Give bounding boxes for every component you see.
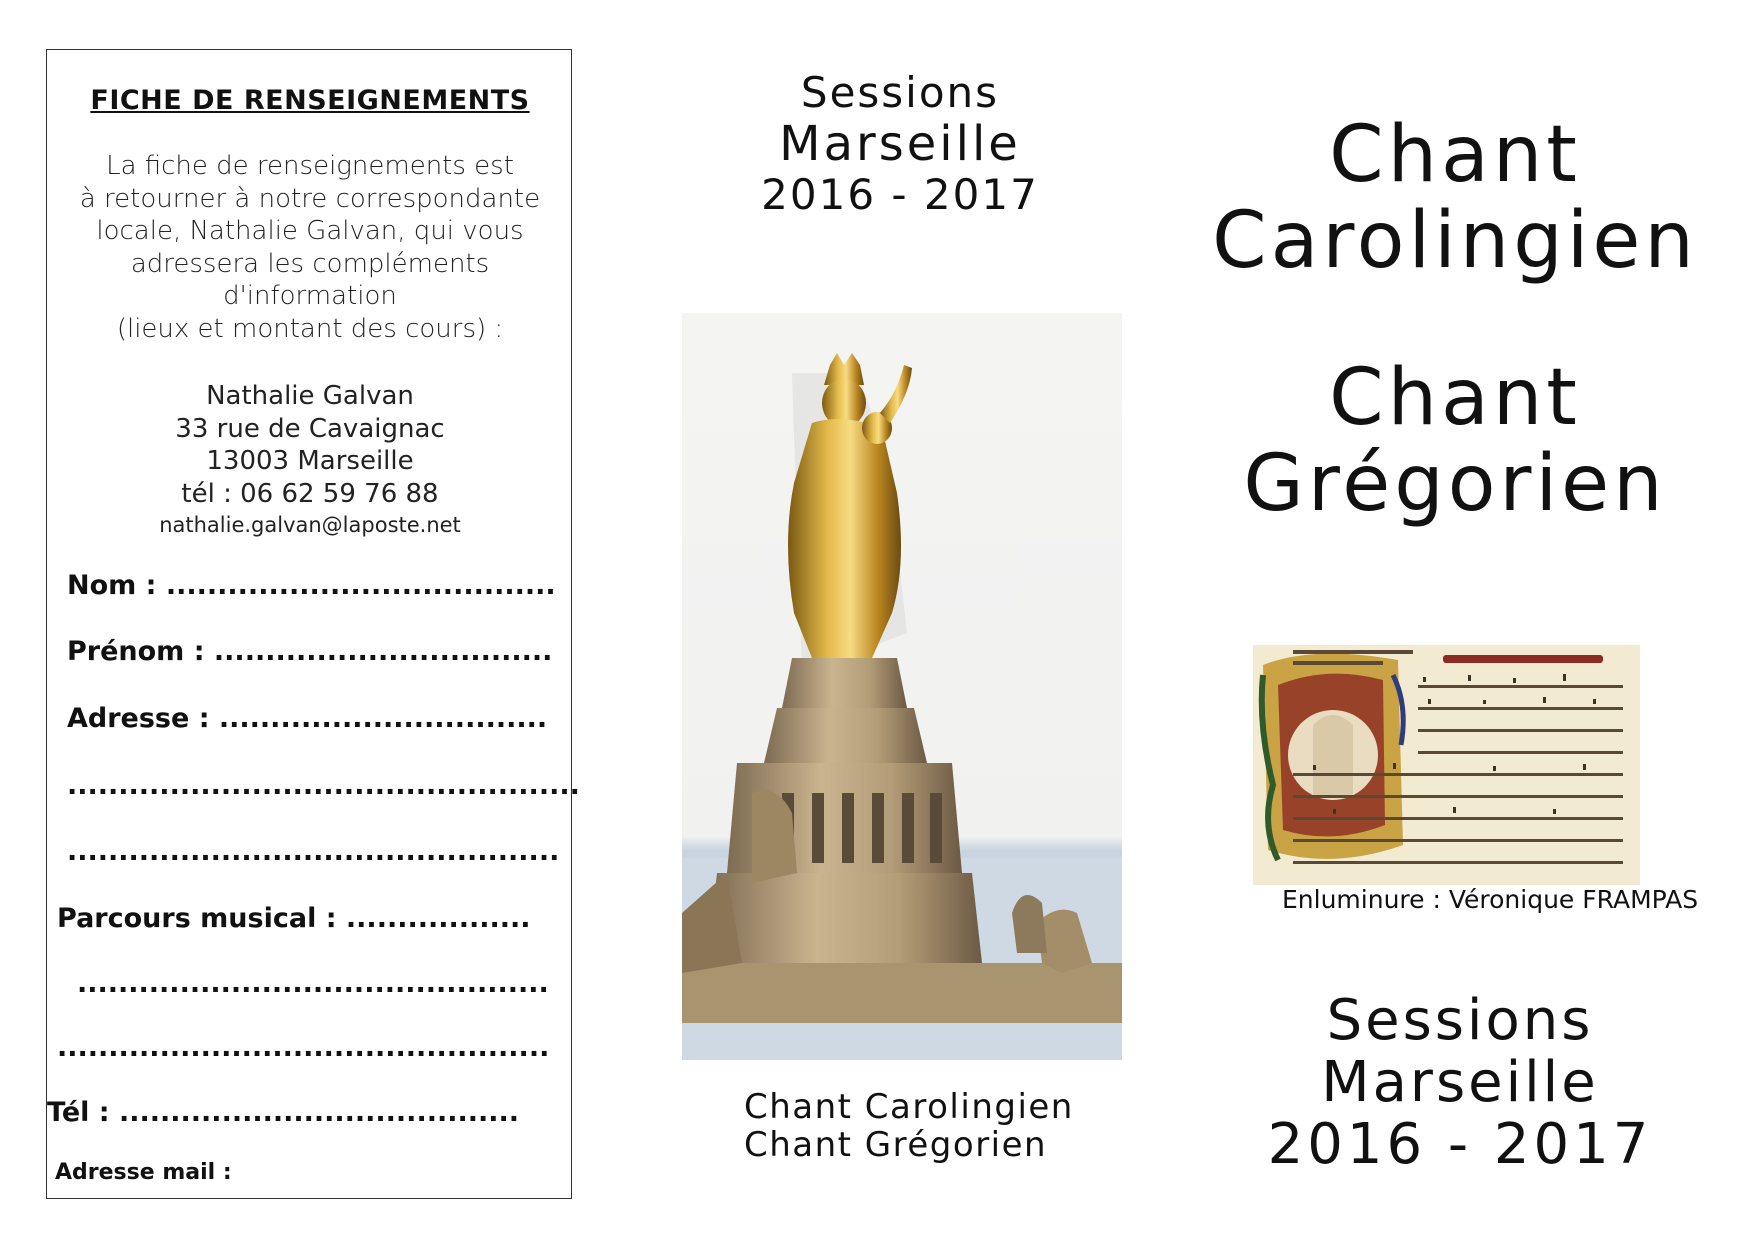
title-line: Grégorien xyxy=(1243,439,1667,529)
contact-phone: tél : 06 62 59 76 88 xyxy=(181,478,439,509)
info-form-panel xyxy=(46,49,580,1199)
intro-line: adressera les compléments xyxy=(130,248,490,279)
sessions-header-bottom xyxy=(1240,990,1680,1176)
madonna-statue-icon xyxy=(682,313,1122,1060)
middle-caption xyxy=(744,1088,1074,1164)
field-prenom[interactable]: Prénom : ................................. xyxy=(67,636,553,667)
field-mail[interactable]: Adresse mail : xyxy=(55,1160,232,1185)
field-adresse-line3[interactable]: ................................................ xyxy=(67,836,560,867)
sessions-label: Sessions xyxy=(800,68,1000,117)
contact-email: nathalie.galvan@laposte.net xyxy=(159,513,461,537)
sessions-city: Marseille xyxy=(779,116,1021,172)
sessions-city: Marseille xyxy=(1321,1050,1599,1115)
title-gregorien xyxy=(1195,355,1715,527)
field-nom[interactable]: Nom : ...................................... xyxy=(67,570,556,601)
caption-line: Chant Grégorien xyxy=(744,1125,1048,1165)
field-parcours-line2[interactable]: .............................................. xyxy=(77,968,549,999)
field-parcours-line3[interactable]: ................................................ xyxy=(57,1032,550,1063)
contact-street: 33 rue de Cavaignac xyxy=(175,413,445,444)
intro-line: d'information xyxy=(223,281,397,311)
contact-block xyxy=(47,380,573,540)
intro-line: (lieux et montant des cours) : xyxy=(116,313,504,344)
illuminated-manuscript-icon xyxy=(1253,645,1640,885)
form-title: FICHE DE RENSEIGNEMENTS xyxy=(90,85,530,116)
title-carolingien xyxy=(1195,112,1715,284)
sessions-years: 2016 - 2017 xyxy=(761,170,1039,219)
field-adresse[interactable]: Adresse : ................................ xyxy=(67,703,548,734)
title-line: Carolingien xyxy=(1212,196,1698,286)
sessions-label: Sessions xyxy=(1326,988,1594,1053)
illumination-credit: Enluminure : Véronique FRAMPAS xyxy=(1282,885,1699,914)
contact-city: 13003 Marseille xyxy=(206,446,414,476)
caption-line: Chant Carolingien xyxy=(744,1087,1074,1127)
title-line: Chant xyxy=(1329,353,1581,443)
sessions-years: 2016 - 2017 xyxy=(1267,1112,1653,1177)
field-parcours[interactable]: Parcours musical : .................. xyxy=(57,903,531,934)
madonna-statue-photo xyxy=(682,313,1122,1060)
sessions-header-top xyxy=(740,68,1060,220)
illuminated-manuscript-image xyxy=(1253,645,1640,885)
field-tel[interactable]: Tél : ....................................... xyxy=(47,1097,520,1128)
intro-line: locale, Nathalie Galvan, qui vous xyxy=(96,216,524,246)
contact-name: Nathalie Galvan xyxy=(206,381,414,411)
form-intro xyxy=(47,150,573,345)
intro-line: La fiche de renseignements est xyxy=(106,151,514,181)
field-adresse-line2[interactable]: .................................................. xyxy=(67,770,580,801)
intro-line: à retourner à notre correspondante xyxy=(79,183,541,214)
title-line: Chant xyxy=(1329,110,1581,200)
